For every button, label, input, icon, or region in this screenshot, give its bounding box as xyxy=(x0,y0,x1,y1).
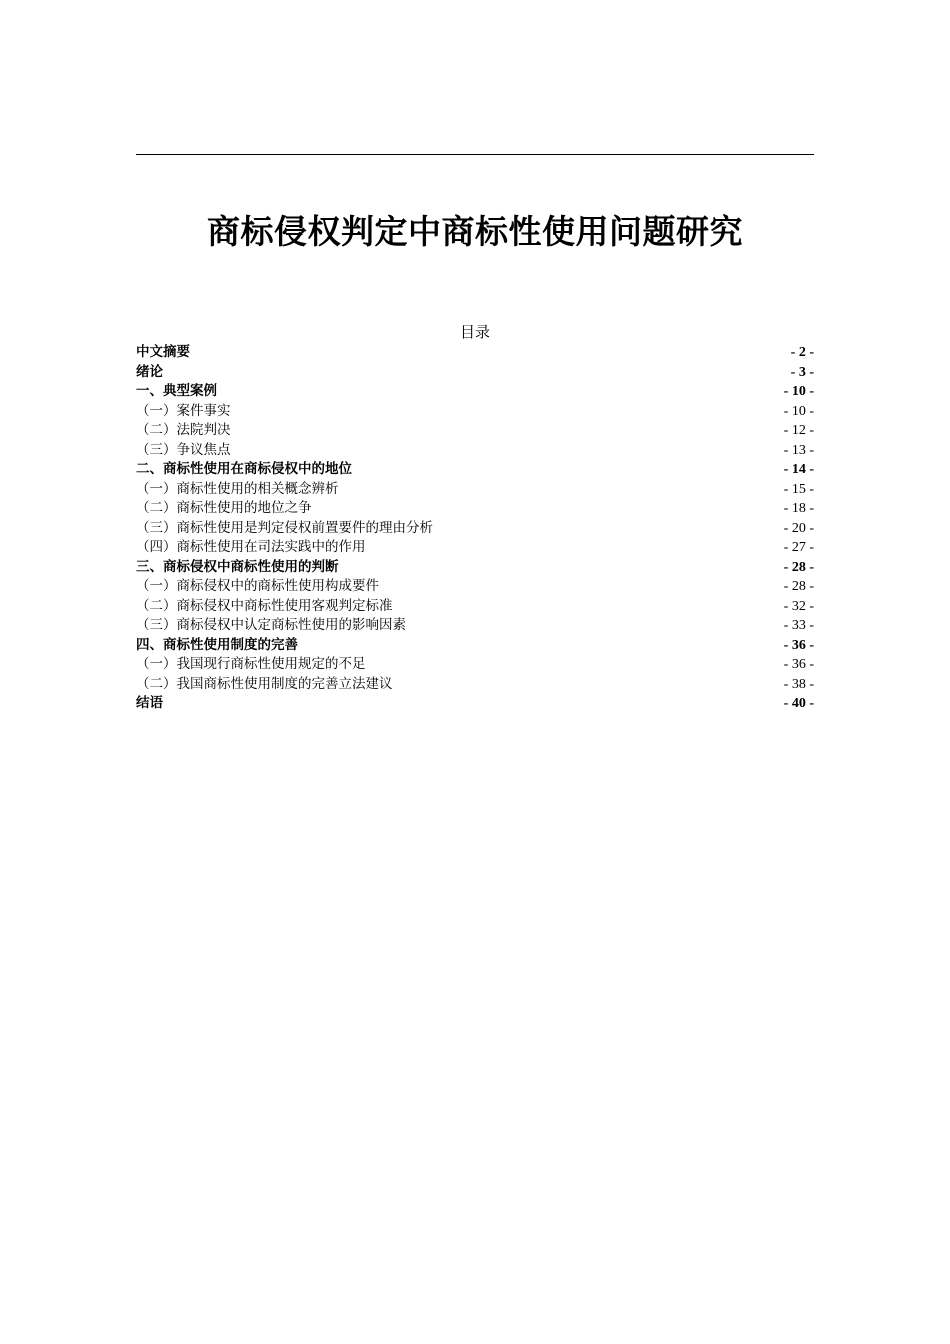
toc-entry-label: 结语 xyxy=(136,695,163,711)
toc-entry[interactable] xyxy=(136,382,814,402)
toc-page-number: - 38 - xyxy=(783,676,814,692)
toc-entry[interactable] xyxy=(136,480,814,500)
toc-entry-label: 绪论 xyxy=(136,363,163,380)
toc-entry[interactable] xyxy=(136,402,814,422)
toc-entry[interactable] xyxy=(136,675,814,695)
toc-entry[interactable] xyxy=(136,694,814,714)
toc-entry[interactable] xyxy=(136,460,814,480)
toc-page-number: - 20 - xyxy=(783,520,814,536)
toc-entry-label: （一）商标性使用的相关概念辨析 xyxy=(136,480,339,497)
toc-page-number: - 28 - xyxy=(783,579,814,594)
toc-entry-label: （四）商标性使用在司法实践中的作用 xyxy=(136,539,366,555)
toc-page-number: - 28 - xyxy=(783,559,814,575)
toc-entry-label: （三）商标性使用是判定侵权前置要件的理由分析 xyxy=(136,519,433,536)
toc-entry[interactable] xyxy=(136,343,814,363)
toc-page-number: - 2 - xyxy=(790,345,814,360)
toc-entry[interactable] xyxy=(136,577,814,597)
toc-page-number: - 12 - xyxy=(783,423,814,438)
toc-page-number: - 10 - xyxy=(783,384,814,399)
toc-page-number: - 27 - xyxy=(783,540,814,555)
toc-page-number: - 15 - xyxy=(783,481,814,497)
toc-page-number: - 33 - xyxy=(783,618,814,633)
toc-entry-label: （三）商标侵权中认定商标性使用的影响因素 xyxy=(136,617,406,633)
toc-entry[interactable] xyxy=(136,519,814,539)
toc-entry-label: 四、商标性使用制度的完善 xyxy=(136,636,298,653)
toc-entry-label: （一）商标侵权中的商标性使用构成要件 xyxy=(136,578,379,594)
toc-entry[interactable] xyxy=(136,636,814,656)
toc-entry-label: （二）商标侵权中商标性使用客观判定标准 xyxy=(136,597,393,614)
toc-entry[interactable] xyxy=(136,363,814,383)
toc-entry[interactable] xyxy=(136,499,814,519)
toc-page-number: - 13 - xyxy=(783,442,814,458)
toc-entry-label: （一）我国现行商标性使用规定的不足 xyxy=(136,656,366,672)
toc-page-number: - 10 - xyxy=(783,403,814,419)
toc-entry-label: 中文摘要 xyxy=(136,344,190,360)
toc-heading: 目录 xyxy=(459,323,490,341)
toc-entry-label: 三、商标侵权中商标性使用的判断 xyxy=(136,558,339,575)
toc-entry-label: （二）法院判决 xyxy=(136,422,231,438)
toc-entry[interactable] xyxy=(136,616,814,636)
table-of-contents xyxy=(136,343,814,714)
toc-page-number: - 40 - xyxy=(783,696,814,711)
toc-entry[interactable] xyxy=(136,655,814,675)
toc-entry-label: （二）商标性使用的地位之争 xyxy=(136,500,312,516)
toc-entry[interactable] xyxy=(136,421,814,441)
toc-entry-label: （一）案件事实 xyxy=(136,402,231,419)
toc-page-number: - 36 - xyxy=(783,637,814,653)
toc-entry[interactable] xyxy=(136,441,814,461)
toc-page-number: - 3 - xyxy=(790,364,814,380)
toc-entry[interactable] xyxy=(136,558,814,578)
toc-page-number: - 14 - xyxy=(783,462,814,477)
toc-entry-label: （三）争议焦点 xyxy=(136,441,231,458)
toc-page-number: - 36 - xyxy=(783,657,814,672)
toc-entry[interactable] xyxy=(136,597,814,617)
document-title: 商标侵权判定中商标性使用问题研究 xyxy=(207,212,743,251)
toc-page-number: - 18 - xyxy=(783,501,814,516)
toc-entry[interactable] xyxy=(136,538,814,558)
header-rule xyxy=(136,154,814,155)
toc-entry-label: （二）我国商标性使用制度的完善立法建议 xyxy=(136,675,393,692)
toc-entry-label: 一、典型案例 xyxy=(136,383,217,399)
toc-entry-label: 二、商标性使用在商标侵权中的地位 xyxy=(136,461,352,477)
toc-page-number: - 32 - xyxy=(783,598,814,614)
